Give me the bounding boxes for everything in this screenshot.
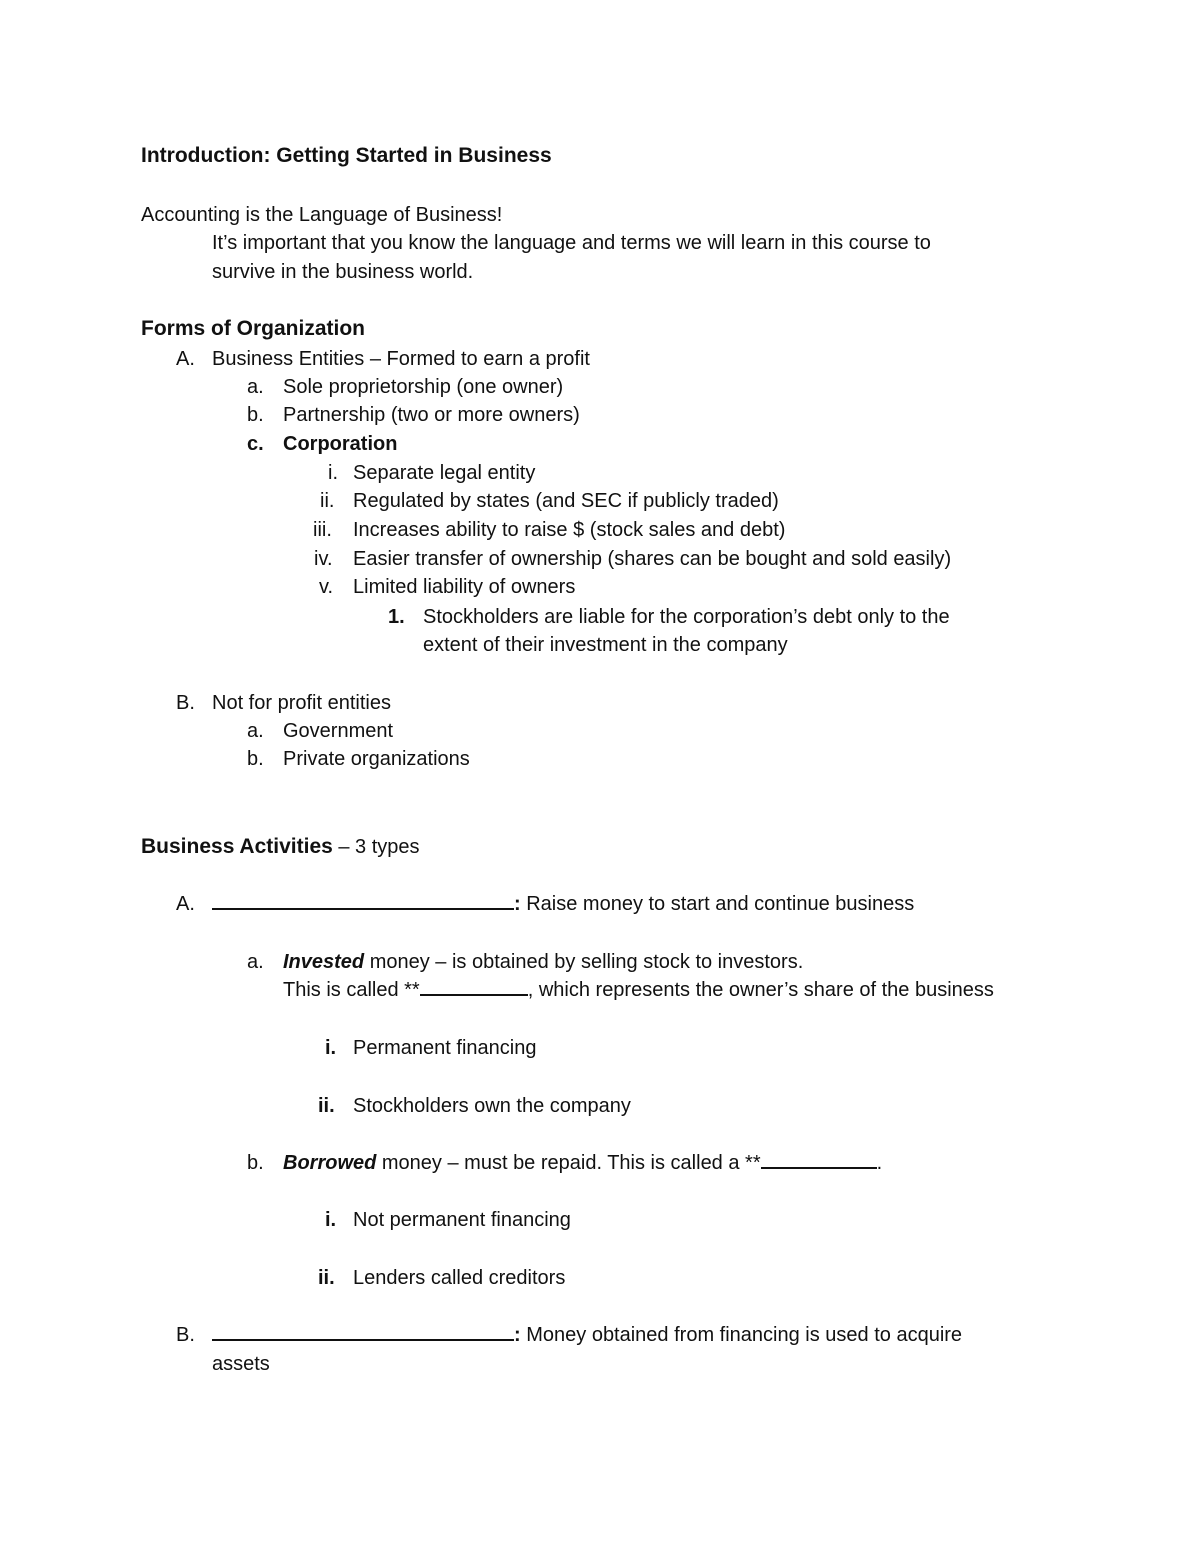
list-item-continued: assets — [212, 1353, 270, 1375]
list-item: Not permanent financing — [353, 1209, 571, 1231]
activities-heading-suffix: – 3 types — [332, 836, 420, 858]
emphasis-term: Borrowed — [283, 1152, 377, 1174]
blank-comma: , — [527, 979, 534, 1001]
list-item: Increases ability to raise $ (stock sales and debt) — [353, 519, 786, 541]
list-item-text: Money obtained from financing is used to acquire — [520, 1324, 963, 1346]
list-item: Private organizations — [283, 748, 470, 770]
list-marker: a. — [247, 951, 264, 973]
list-item-text: money – is obtained by selling stock to investors. — [364, 951, 804, 973]
intro-line: Accounting is the Language of Business! — [141, 204, 503, 226]
fill-in-blank[interactable] — [212, 890, 514, 910]
fill-in-blank[interactable] — [761, 1149, 877, 1169]
list-item-text: which represents the owner’s share of the business — [533, 979, 994, 1001]
emphasis-term: Invested — [283, 951, 365, 973]
list-marker: ii. — [320, 490, 335, 512]
page-title: Introduction: Getting Started in Business — [141, 144, 552, 167]
list-marker: B. — [176, 1324, 195, 1346]
list-item: Stockholders own the company — [353, 1095, 631, 1117]
list-marker: A. — [176, 893, 195, 915]
list-item-text: This is called ** — [283, 979, 420, 1001]
list-item: Partnership (two or more owners) — [283, 404, 580, 426]
blank-colon: : — [514, 893, 521, 915]
list-item-text: money – must be repaid. This is called a ** — [376, 1152, 761, 1174]
list-marker: B. — [176, 692, 195, 714]
fill-in-blank[interactable] — [420, 976, 528, 996]
fill-in-blank[interactable] — [212, 1321, 514, 1341]
list-marker: i. — [325, 1209, 337, 1231]
list-item — [283, 948, 803, 976]
list-item: Permanent financing — [353, 1037, 537, 1059]
list-item: Not for profit entities — [212, 692, 391, 714]
list-item-continued: extent of their investment in the company — [423, 634, 788, 656]
list-marker: A. — [176, 348, 195, 370]
list-item: Government — [283, 720, 394, 742]
list-item — [212, 890, 914, 918]
blank-period: . — [876, 1152, 883, 1174]
list-marker: i. — [328, 462, 338, 484]
list-marker: b. — [247, 748, 264, 770]
blank-colon: : — [514, 1324, 521, 1346]
intro-paragraph-line-1: It’s important that you know the language and terms we will learn in this course to — [212, 232, 931, 254]
list-marker: iii. — [313, 519, 332, 541]
list-marker: v. — [319, 576, 334, 598]
list-marker: ii. — [318, 1267, 335, 1289]
list-marker: c. — [247, 433, 264, 455]
list-item: Limited liability of owners — [353, 576, 576, 598]
list-marker: a. — [247, 720, 264, 742]
intro-paragraph-line-2: survive in the business world. — [212, 261, 474, 283]
list-marker: 1. — [388, 606, 405, 628]
list-item — [283, 1149, 882, 1177]
list-marker: iv. — [314, 548, 333, 570]
list-item: Stockholders are liable for the corporation’s debt only to the — [423, 606, 950, 628]
list-item-text: Raise money to start and continue business — [520, 893, 915, 915]
forms-heading: Forms of Organization — [141, 317, 366, 340]
list-marker: a. — [247, 376, 264, 398]
list-item — [212, 1321, 962, 1349]
activities-heading-line — [141, 833, 420, 861]
list-item: Easier transfer of ownership (shares can be bought and sold easily) — [353, 548, 952, 570]
list-item: Sole proprietorship (one owner) — [283, 376, 564, 398]
list-marker: i. — [325, 1037, 337, 1059]
list-marker: ii. — [318, 1095, 335, 1117]
list-item: Separate legal entity — [353, 462, 536, 484]
list-marker: b. — [247, 404, 264, 426]
list-item-corporation: Corporation — [283, 433, 398, 455]
activities-heading: Business Activities — [141, 835, 333, 858]
list-item: Regulated by states (and SEC if publicly traded) — [353, 490, 779, 512]
list-marker: b. — [247, 1152, 264, 1174]
list-item: Business Entities – Formed to earn a profit — [212, 348, 590, 370]
list-item: Lenders called creditors — [353, 1267, 566, 1289]
list-item-continued — [283, 976, 994, 1004]
